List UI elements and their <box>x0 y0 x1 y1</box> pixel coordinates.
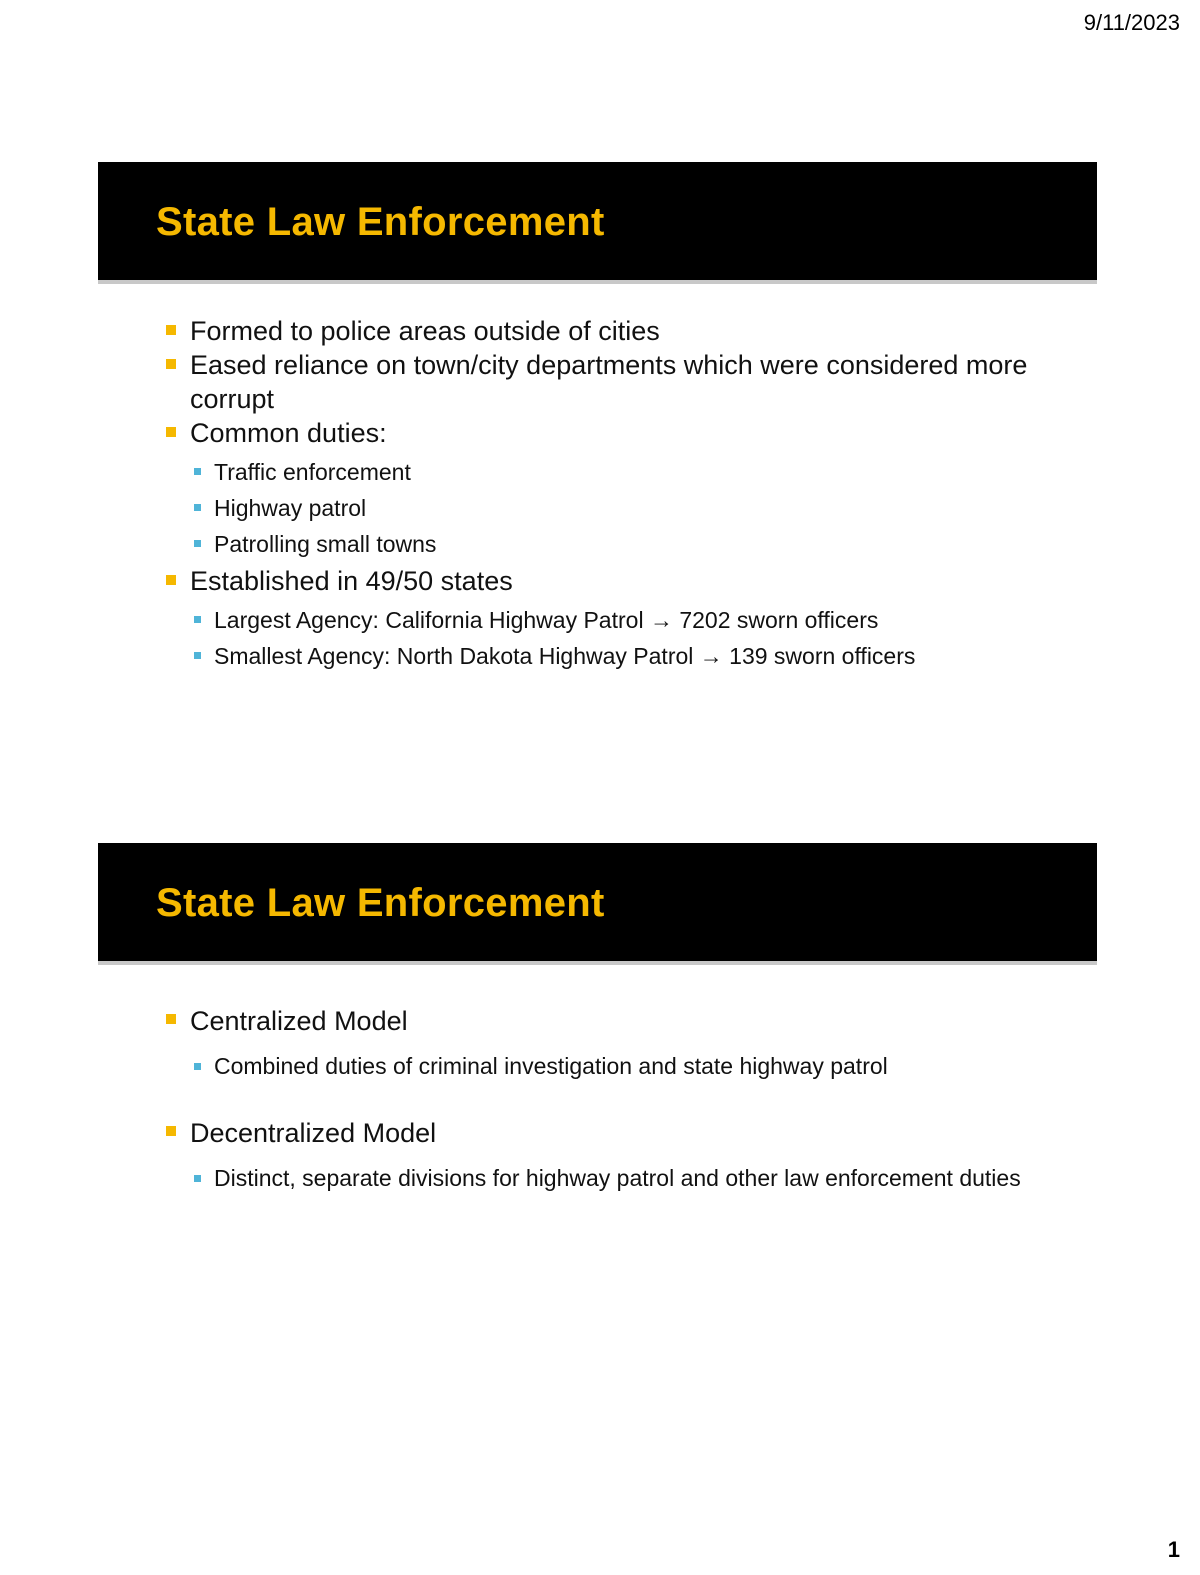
bullet-item <box>190 1003 1037 1083</box>
sub-bullet-item <box>214 602 1037 638</box>
square-sub-bullet-icon <box>194 540 201 547</box>
slide-title-bar <box>98 843 1097 965</box>
sub-bullet-item <box>214 1161 1037 1195</box>
sub-bullet-text: Highway patrol <box>214 495 367 521</box>
sub-bullet-list <box>190 602 1037 674</box>
sub-bullet-text: Largest Agency: California Highway Patrol → 7202 sworn officers <box>214 607 879 633</box>
bullet-item <box>190 348 1037 416</box>
sub-bullet-text: Combined duties of criminal investigation and state highway patrol <box>214 1053 888 1079</box>
sub-bullet-text: Distinct, separate divisions for highway patrol and other law enforcement duties <box>214 1165 1021 1191</box>
sub-bullet-item <box>214 638 1037 674</box>
sub-bullet-list <box>190 1161 1037 1195</box>
sub-bullet-text: Patrolling small towns <box>214 531 437 557</box>
sub-bullet-item <box>214 526 1037 562</box>
sub-bullet-text: Smallest Agency: North Dakota Highway Patrol → 139 sworn officers <box>214 643 916 669</box>
square-bullet-icon <box>166 1126 176 1136</box>
square-sub-bullet-icon <box>194 1175 201 1182</box>
spacer <box>190 1083 1037 1115</box>
square-bullet-icon <box>166 427 176 437</box>
square-sub-bullet-icon <box>194 616 201 623</box>
bullet-text: Decentralized Model <box>190 1118 437 1148</box>
bullet-item <box>190 1115 1037 1195</box>
sub-bullet-item <box>214 1049 1037 1083</box>
bullet-item <box>190 416 1037 562</box>
sub-bullet-item <box>214 454 1037 490</box>
sub-bullet-list <box>190 1049 1037 1083</box>
sub-bullet-list <box>190 454 1037 562</box>
square-bullet-icon <box>166 325 176 335</box>
square-bullet-icon <box>166 359 176 369</box>
bullet-text: Established in 49/50 states <box>190 566 513 596</box>
square-bullet-icon <box>166 575 176 585</box>
slide-title-bar <box>98 162 1097 284</box>
square-sub-bullet-icon <box>194 468 201 475</box>
bullet-list <box>190 314 1037 674</box>
sub-bullet-text: Traffic enforcement <box>214 459 411 485</box>
square-sub-bullet-icon <box>194 1063 201 1070</box>
bullet-item <box>190 564 1037 674</box>
square-bullet-icon <box>166 1014 176 1024</box>
square-sub-bullet-icon <box>194 652 201 659</box>
slide-title: State Law Enforcement <box>156 200 605 244</box>
slide-2 <box>98 843 1097 1195</box>
bullet-list <box>190 1003 1037 1195</box>
bullet-text: Eased reliance on town/city departments which were considered more corrupt <box>190 350 1028 414</box>
slide-1 <box>98 162 1097 676</box>
bullet-item <box>190 314 1037 348</box>
bullet-text: Common duties: <box>190 418 387 448</box>
page-number: 1 <box>1167 1537 1180 1562</box>
page-date: 9/11/2023 <box>1083 10 1180 35</box>
sub-bullet-item <box>214 490 1037 526</box>
slide-title: State Law Enforcement <box>156 881 605 925</box>
bullet-text: Centralized Model <box>190 1006 408 1036</box>
slide-content <box>98 284 1097 674</box>
bullet-text: Formed to police areas outside of cities <box>190 316 660 346</box>
square-sub-bullet-icon <box>194 504 201 511</box>
slide-content <box>98 965 1097 1195</box>
